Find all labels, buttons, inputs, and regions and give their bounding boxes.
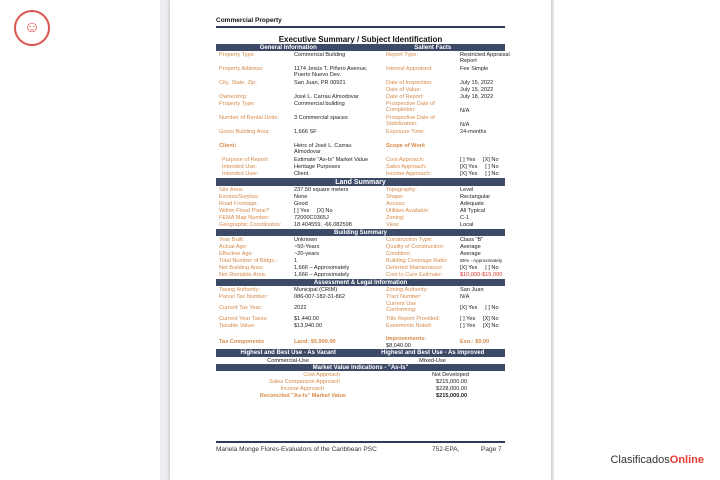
field-label: Intended User: — [222, 171, 259, 177]
field-value: All Typical — [460, 208, 486, 214]
field-value: July 15, 2022 — [460, 87, 494, 93]
field-value: [ ] Yes [X] No — [460, 316, 499, 322]
field-value: Fee Simple — [460, 66, 489, 72]
salient-facts-header: Salient Facts — [414, 44, 452, 51]
field-label: Deferred Maintenance: — [386, 265, 443, 271]
field-value: 18.404559, -66.082598 — [294, 222, 352, 228]
approach-label: Income Approach — [280, 386, 324, 392]
field-value: Average — [460, 244, 481, 250]
field-value: ~50-Years — [294, 244, 320, 250]
field-label: Quality of Construction: — [386, 244, 445, 250]
field-label: Property Address: — [219, 66, 264, 72]
field-value: [X] Yes [ ] No — [460, 265, 499, 271]
field-value: 1,666 – Approximately — [294, 272, 350, 278]
field-label: Building Coverage Ratio: — [386, 258, 448, 264]
field-value: Rectangular — [460, 194, 491, 200]
field-value: [X] Yes [ ] No — [460, 171, 499, 177]
field-label: Sales Approach: — [386, 164, 427, 170]
field-label: Zoning: — [386, 215, 405, 221]
approach-value: $215,000.00 — [436, 379, 468, 385]
building-summary-header: Building Summary — [333, 229, 387, 236]
field-value: [X] Yes [ ] No — [460, 305, 499, 311]
field-value: N/A — [460, 294, 470, 300]
page-header: Commercial Property — [216, 17, 282, 24]
field-value: July 15, 2022 — [460, 80, 494, 86]
field-value: Good — [294, 201, 308, 207]
field-value: 086-007-182-31-862 — [294, 294, 346, 300]
field-value: 72000C0365J — [294, 215, 329, 221]
field-value: [ ] Yes [X] No — [460, 157, 499, 163]
site-logo-icon[interactable]: ☺ — [14, 10, 50, 46]
field-value: $13,940.00 — [294, 323, 322, 329]
field-label: Utilities Available: — [386, 208, 430, 214]
field-value: 1,666 SF — [294, 129, 317, 135]
field-value: Class "B" — [460, 237, 484, 243]
field-label: Shape: — [386, 194, 404, 200]
field-label: Condition: — [386, 251, 412, 257]
field-label: Site Area: — [219, 187, 244, 193]
field-label: Road Frontage: — [219, 201, 258, 207]
field-label: Easements Noted: — [386, 323, 433, 329]
general-info-header: General Information — [259, 44, 317, 51]
field-label: Excess/Surplus: — [219, 194, 260, 200]
field-label: Actual Age: — [219, 244, 248, 250]
hbu-vacant-value: Commercial-Use — [267, 358, 309, 364]
field-label: Intended Use: — [222, 164, 257, 170]
field-label: Construction Type: — [386, 237, 433, 243]
field-label: Prospective Date of Stabilization: — [386, 115, 435, 128]
market-value-header: Market Value Indications - "As-Is" — [312, 364, 409, 371]
field-value: N/A — [460, 108, 470, 114]
client-value: Heirs of José L. Carrau Almodovar — [294, 143, 352, 156]
field-value: [X] Yes [ ] No — [460, 164, 499, 170]
field-label: Taxable Value: — [219, 323, 256, 329]
field-value: Commercial Building — [294, 52, 346, 58]
field-value: Client — [294, 171, 309, 177]
field-value: Restricted Appraisal Report — [460, 52, 510, 65]
field-value: Local — [460, 222, 474, 228]
land-tax-value: Land: $5,900.00 — [294, 339, 336, 345]
field-label: Cost Approach: — [386, 157, 425, 163]
field-value: Level — [460, 187, 474, 193]
reconciled-value: $215,000.00 — [436, 393, 468, 399]
field-value: 3 Commercial spaces — [294, 115, 348, 121]
client-label: Client: — [219, 143, 237, 149]
field-label: Within Flood Plane? — [219, 208, 270, 214]
improvements-label: Improvements: — [386, 336, 427, 342]
tax-components-label: Tax Components — [219, 339, 264, 345]
field-value: Heritage Purposes — [294, 164, 341, 170]
field-value: 24-months — [460, 129, 487, 135]
field-label: Geographic Coordinates: — [219, 222, 282, 228]
field-label: Ownership: — [219, 94, 248, 100]
approach-value: $228,000.00 — [436, 386, 468, 392]
field-value: 2022 — [294, 305, 307, 311]
field-value: Municipal (CRIM) — [294, 287, 338, 293]
land-summary-bar — [216, 178, 505, 186]
field-value: ~20-years — [294, 251, 320, 257]
brand-logo[interactable]: ClasificadosOnline — [610, 454, 704, 466]
field-label: Zoning Authority: — [386, 287, 428, 293]
field-value: 65% - Approximately — [460, 258, 503, 263]
field-label: Net Building Area: — [219, 265, 264, 271]
field-label: Parcel Tax Number: — [219, 294, 269, 300]
field-label: Income Approach: — [386, 171, 432, 177]
field-label: Total Number of Bldgs.: — [219, 258, 278, 264]
field-value: [ ] Yes [X] No — [460, 323, 499, 329]
page-number: Page 7 — [481, 446, 502, 453]
field-label: Date of Report: — [386, 94, 424, 100]
field-value: July 18, 2022 — [460, 94, 494, 100]
field-value: San Juan, PR 00921 — [294, 80, 346, 86]
field-label: Current Year Taxes: — [219, 316, 269, 322]
field-label: Date of Value: — [386, 87, 422, 93]
field-label: Access: — [386, 201, 406, 207]
field-label: Tract Number: — [386, 294, 422, 300]
field-label: Property Type: — [219, 101, 256, 107]
field-value: Commercial building — [294, 101, 345, 107]
field-label: Title Report Provided: — [386, 316, 440, 322]
field-label: Taxing Authority: — [219, 287, 261, 293]
field-value: Adequate — [460, 201, 484, 207]
field-value: Average — [460, 251, 481, 257]
field-value: Estimate "As-Is" Market Value — [294, 157, 369, 163]
field-label: FEMA Map Number: — [219, 215, 270, 221]
field-label: Number of Rental Units: — [219, 115, 279, 121]
document-title: Executive Summary / Subject Identification — [278, 35, 443, 44]
field-label: Net Rentable Area: — [219, 272, 267, 278]
field-value: Unknown — [294, 237, 318, 243]
field-value: 1 — [294, 258, 298, 264]
field-value: 237.50 square meters — [294, 187, 349, 193]
field-value: $1,440.00 — [294, 316, 319, 322]
approach-label: Sales Comparison Approach — [269, 379, 340, 385]
field-label: Effective Age: — [219, 251, 254, 257]
field-label: Gross Building Area: — [219, 129, 270, 135]
field-label: Date of Inspection: — [386, 80, 433, 86]
market-value-bar — [216, 364, 505, 371]
general-salient-bar — [216, 44, 505, 51]
hbu-improved-value: Mixed-Use — [419, 358, 446, 364]
field-label: Prospective Date of Completion: — [386, 101, 435, 114]
field-value: None — [294, 194, 308, 200]
assessment-header: Assessment & Legal Information — [313, 279, 408, 286]
document-page — [170, 0, 551, 480]
field-label: Exposure Time: — [386, 129, 425, 135]
left-margin — [0, 0, 160, 480]
footer-author: Mariela Monge Flores-Evaluators of the Caribbean PSC — [216, 446, 377, 453]
header-rule — [216, 26, 505, 28]
footer-code: 752-EPA, — [432, 446, 460, 453]
hbu-vacant-header: Highest and Best Use - As Vacant — [240, 350, 336, 356]
right-margin — [554, 0, 720, 480]
improvements-value: $8,040.00 — [386, 343, 411, 349]
exo-value: Exo.: $0.00 — [460, 339, 490, 345]
assessment-bar — [216, 279, 505, 286]
field-value: José L. Carrau Almodovar — [294, 94, 359, 100]
footer-rule — [216, 441, 505, 443]
field-label: View: — [386, 222, 400, 228]
field-value: C-1 — [460, 215, 470, 221]
field-label: Current Tax Year: — [219, 305, 263, 311]
hbu-bar — [216, 349, 505, 357]
approach-value: Not Developed — [432, 372, 470, 378]
field-value: San Juan — [460, 287, 484, 293]
field-value: [ ] Yes [X] No — [294, 208, 333, 214]
building-summary-bar — [216, 229, 505, 236]
field-label: Topography: — [386, 187, 417, 193]
field-label: Current Use Conforming: — [386, 301, 417, 314]
field-label: City, State, Zip: — [219, 80, 257, 86]
field-value: N/A — [460, 122, 470, 128]
field-value: 1174 Jesús T. Piñero Avenue, Puerto Nuevo Dev. — [294, 66, 368, 79]
field-value: 1,666 – Approximately — [294, 265, 350, 271]
field-label: Year Built: — [219, 237, 245, 243]
hbu-improved-header: Highest and Best Use - As Improved — [381, 350, 485, 356]
approach-label: Cost Approach — [303, 372, 340, 378]
field-label: Cost to Cure Estimate: — [386, 272, 443, 278]
field-label: Purpose of Report: — [222, 157, 269, 163]
field-label: Report Type: — [386, 52, 418, 58]
reconciled-label: Reconciled "As-Is" Market Value — [259, 393, 346, 399]
scope-label: Scope of Work — [386, 143, 426, 149]
field-label: Property Type: — [219, 52, 256, 58]
cost-to-cure-value: $10,000-$15,000 — [460, 272, 503, 278]
field-label: Interest Appraised: — [386, 66, 433, 72]
land-summary-header: Land Summary — [335, 178, 386, 186]
